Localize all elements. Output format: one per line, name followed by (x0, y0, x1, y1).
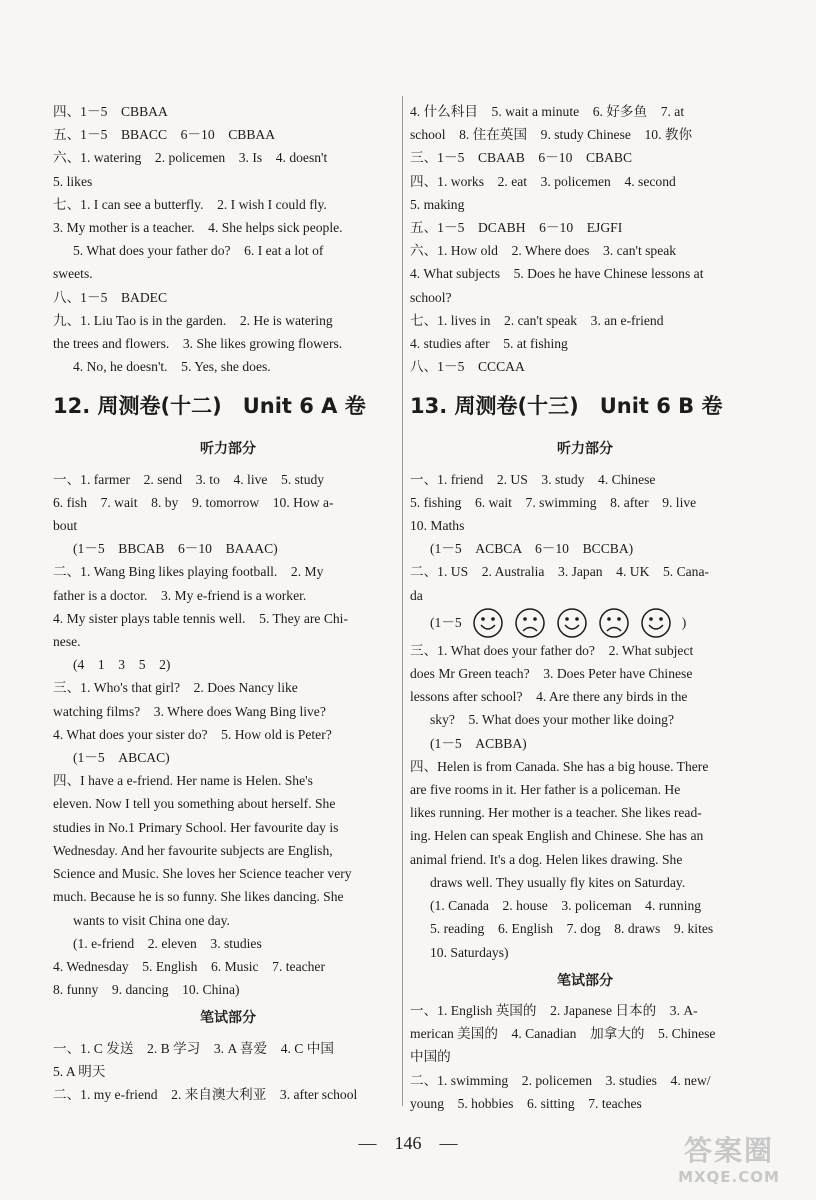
answer-line: 二、1. swimming 2. policemen 3. studies 4. new/ (410, 1072, 711, 1088)
answer-line: 二、1. Wang Bing likes playing football. 2. My (53, 564, 324, 580)
answer-line: 二、1. US 2. Australia 3. Japan 4. UK 5. Cana- (410, 564, 710, 580)
unit6b-listening-title: 听力部分 (557, 441, 613, 458)
unit6a-written-title: 笔试部分 (200, 1010, 256, 1027)
answer-line: (1. e-friend 2. eleven 3. studies (73, 935, 262, 951)
answer-line: bout (53, 518, 78, 534)
answer-line: watching films? 3. Where does Wang Bing live? (53, 703, 326, 719)
answer-line: sky? 5. What does your mother like doing? (430, 712, 675, 728)
page-number: — 146 — (358, 1133, 458, 1153)
unit6b-listening-answers-part2 (410, 639, 760, 964)
unit6b-heading: 13. 周测卷(十三) Unit 6 B 卷 (410, 394, 723, 419)
answer-line: da (410, 587, 423, 603)
answer-line: 七、1. I can see a butterfly. 2. I wish I could fly. (53, 196, 327, 212)
right-top-answers (410, 100, 760, 378)
answer-line: 6. fish 7. wait 8. by 9. tomorrow 10. How a- (53, 494, 334, 510)
answer-line: nese. (53, 634, 81, 650)
answer-line: 一、1. farmer 2. send 3. to 4. live 5. study (53, 471, 325, 487)
answer-line: school 8. 住在英国 9. study Chinese 10. 教你 (410, 127, 693, 143)
face-answers-suffix: ) (681, 615, 687, 631)
face-answers-prefix: (1－5 (430, 615, 462, 631)
answer-line: 5. A 明天 (53, 1063, 106, 1079)
unit6b-written-answers (410, 999, 760, 1115)
left-top-answers (53, 100, 403, 378)
answer-line: 五、1－5 BBACC 6－10 CBBAA (53, 127, 276, 143)
unit6a-written-answers (53, 1037, 403, 1107)
answer-line: Science and Music. She loves her Science teacher very (53, 866, 352, 882)
answer-line: 5. fishing 6. wait 7. swimming 8. after 9. live (410, 494, 697, 510)
sad-face-icon (514, 607, 546, 639)
answer-line: 三、1－5 CBAAB 6－10 CBABC (410, 150, 633, 166)
unit6a-heading: 12. 周测卷(十二) Unit 6 A 卷 (53, 394, 366, 419)
answer-line: 4. 什么科目 5. wait a minute 6. 好多鱼 7. at (410, 104, 685, 119)
unit6b-listening-answers-part1 (410, 468, 760, 607)
answer-line: 四、Helen is from Canada. She has a big house. There (410, 758, 709, 774)
answer-line: 5. What does your father do? 6. I eat a lot of (73, 243, 324, 259)
answer-line: (1－5 ACBCA 6－10 BCCBA) (430, 541, 634, 557)
watermark-url: MXQE.COM (678, 1168, 780, 1186)
answer-line: 八、1－5 CCCAA (410, 359, 525, 375)
answer-line: 5. reading 6. English 7. dog 8. draws 9. kites (430, 921, 714, 937)
answer-line: Wednesday. And her favourite subjects are English, (53, 842, 333, 858)
answer-line: 一、1. C 发送 2. B 学习 3. A 喜爱 4. C 中国 (53, 1040, 334, 1056)
answer-line: lessons after school? 4. Are there any birds in the (410, 689, 688, 705)
answer-line: 四、1－5 CBBAA (53, 104, 168, 119)
answer-line: (1－5 ABCAC) (73, 750, 170, 766)
answer-line: sweets. (53, 266, 93, 282)
answer-line: 一、1. friend 2. US 3. study 4. Chinese (410, 471, 656, 487)
answer-line: are five rooms in it. Her father is a policeman. He (410, 782, 681, 798)
answer-line: 三、1. What does your father do? 2. What subject (410, 642, 694, 658)
answer-line: ing. Helen can speak English and Chinese. She has an (410, 828, 704, 844)
smiley-face-icon (640, 607, 672, 639)
answer-line: 五、1－5 DCABH 6－10 EJGFI (410, 220, 623, 236)
unit6a-listening-title: 听力部分 (200, 441, 256, 458)
answer-line: 4. studies after 5. at fishing (410, 336, 568, 352)
answer-line: eleven. Now I tell you something about herself. She (53, 796, 336, 812)
answer-line: 六、1. watering 2. policemen 3. Is 4. doesn't (53, 150, 328, 166)
watermark-mark: 答案圈 (683, 1134, 774, 1167)
answer-line: 八、1－5 BADEC (53, 289, 168, 305)
answer-line: (4 1 3 5 2) (73, 657, 171, 673)
answer-line: animal friend. It's a dog. Helen likes drawing. She (410, 851, 683, 867)
answer-line: 4. What subjects 5. Does he have Chinese lessons at (410, 266, 704, 282)
smiley-face-icon (472, 607, 504, 639)
face-answers-row (410, 607, 760, 639)
answer-line: likes running. Her mother is a teacher. She likes read- (410, 805, 702, 821)
watermark-logo (654, 1134, 804, 1194)
answer-line: 四、I have a e-friend. Her name is Helen. She's (53, 773, 313, 789)
answer-line: wants to visit China one day. (73, 912, 230, 928)
answer-line: 四、1. works 2. eat 3. policemen 4. second (410, 173, 676, 189)
answer-line: school? (410, 289, 452, 305)
answer-line: (1－5 ACBBA) (430, 735, 527, 751)
answer-line: 二、1. my e-friend 2. 来自澳大利亚 3. after school (53, 1086, 358, 1102)
answer-line: 七、1. lives in 2. can't speak 3. an e-friend (410, 312, 664, 328)
answer-line: 4. Wednesday 5. English 6. Music 7. teacher (53, 958, 325, 974)
answer-line: 中国的 (410, 1049, 451, 1065)
unit6b-written-title: 笔试部分 (557, 972, 613, 989)
answer-line: 8. funny 9. dancing 10. China) (53, 982, 240, 998)
answer-line: 4. No, he doesn't. 5. Yes, she does. (73, 359, 271, 375)
sad-face-icon (598, 607, 630, 639)
answer-line: studies in No.1 Primary School. Her favourite day is (53, 819, 339, 835)
answer-line: draws well. They usually fly kites on Saturday. (430, 874, 686, 890)
answer-line: the trees and flowers. 3. She likes growing flowers. (53, 336, 343, 352)
answer-line: 5. making (410, 196, 465, 212)
answer-line: 九、1. Liu Tao is in the garden. 2. He is watering (53, 312, 333, 328)
answer-line: 3. My mother is a teacher. 4. She helps sick people. (53, 220, 343, 236)
right-column (410, 100, 760, 1115)
answer-line: 10. Maths (410, 518, 465, 534)
answer-line: 10. Saturdays) (430, 944, 509, 960)
unit6a-listening-answers (53, 468, 403, 1002)
answer-line: father is a doctor. 3. My e-friend is a worker. (53, 587, 307, 603)
answer-line: 4. My sister plays table tennis well. 5. They are Chi- (53, 610, 348, 626)
answer-line: merican 美国的 4. Canadian 加拿大的 5. Chinese (410, 1026, 716, 1042)
answer-line: 4. What does your sister do? 5. How old is Peter? (53, 726, 332, 742)
answer-line: 一、1. English 英国的 2. Japanese 日本的 3. A- (410, 1002, 698, 1018)
answer-line: (1－5 BBCAB 6－10 BAAAC) (73, 541, 278, 557)
smiley-face-icon (556, 607, 588, 639)
answer-line: 三、1. Who's that girl? 2. Does Nancy like (53, 680, 298, 696)
answer-line: does Mr Green teach? 3. Does Peter have Chinese (410, 666, 693, 682)
left-column (53, 100, 403, 1106)
face-icons (472, 607, 672, 639)
answer-line: (1. Canada 2. house 3. policeman 4. running (430, 898, 702, 914)
answer-line: 六、1. How old 2. Where does 3. can't speak (410, 243, 677, 259)
answer-line: much. Because he is so funny. She likes dancing. She (53, 889, 344, 905)
answer-line: 5. likes (53, 173, 93, 189)
answer-line: young 5. hobbies 6. sitting 7. teaches (410, 1095, 642, 1111)
